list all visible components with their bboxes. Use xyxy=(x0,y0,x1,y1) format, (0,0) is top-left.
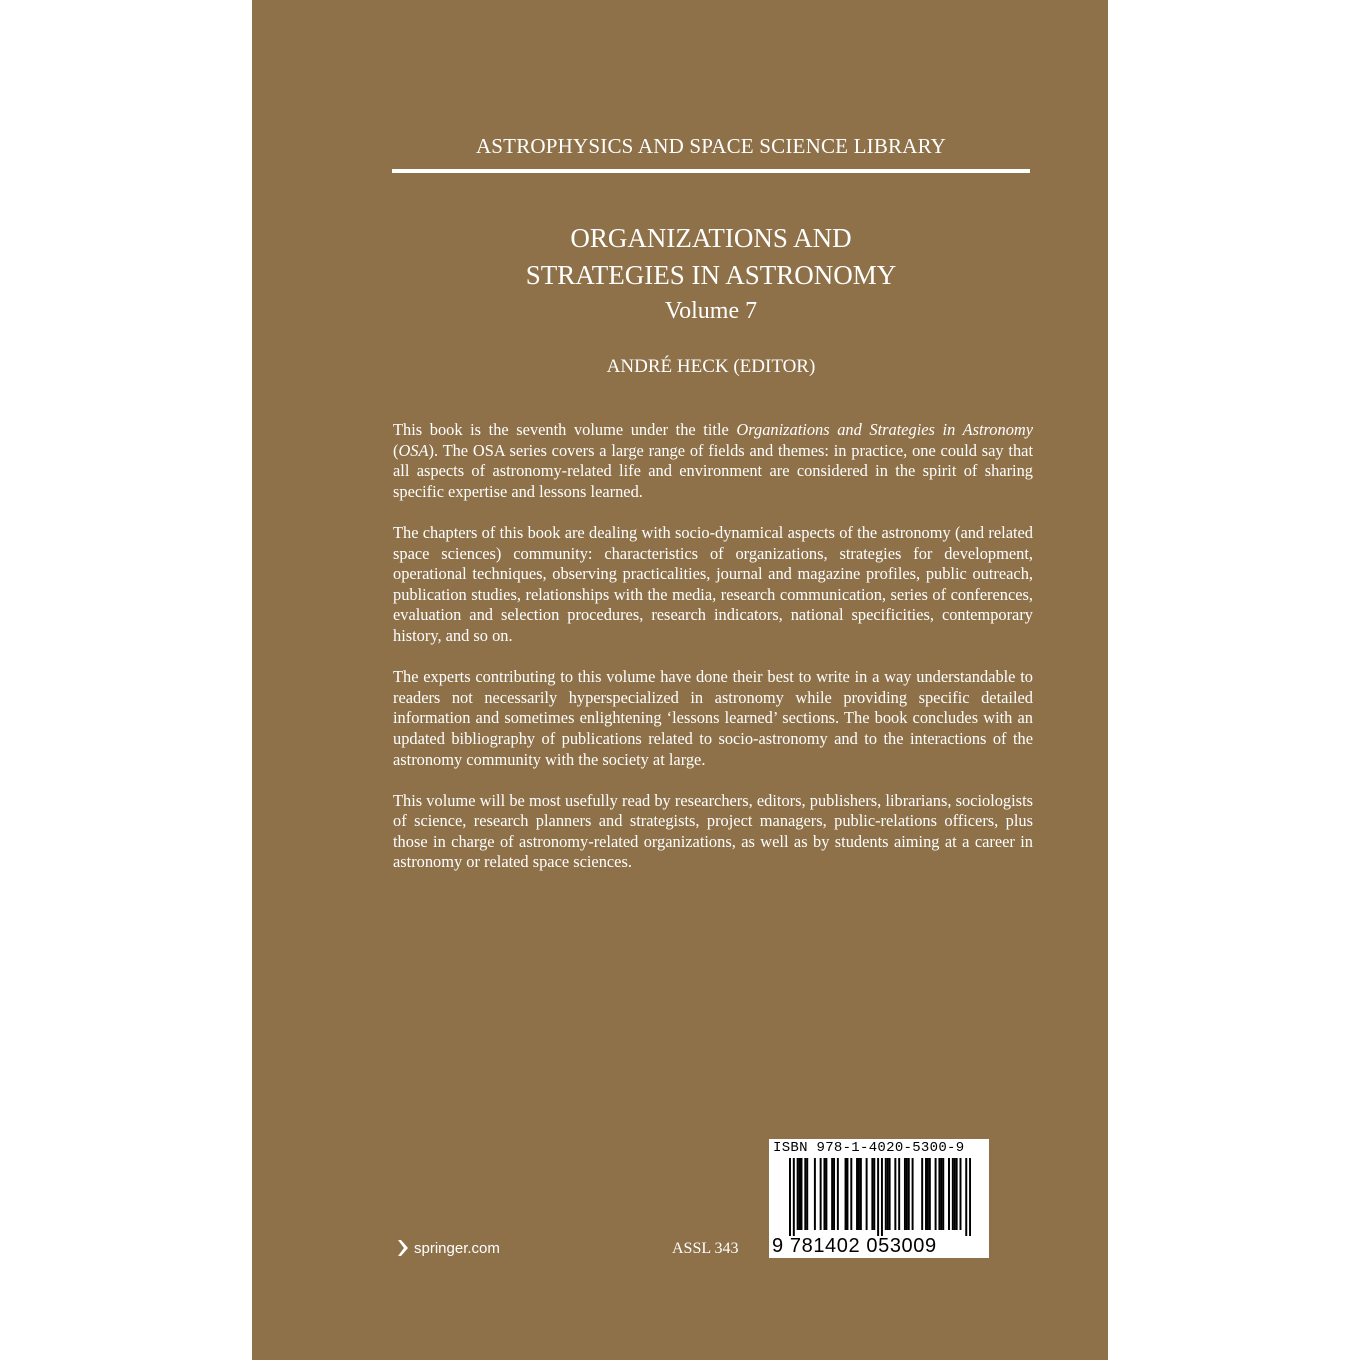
isbn-label: ISBN 978-1-4020-5300-9 xyxy=(773,1140,965,1156)
barcode-bar xyxy=(954,1158,956,1230)
blurb-paragraph-2: The chapters of this book are dealing with socio-dynamical aspects of the astronomy (and related space sciences) community: characteristics of organizations, strategies for development, operational techniques, observing practicalities, journal and magazine profiles, public outreach, publication studies, relationships with the media, research communication, series of conferences, evaluation and selection procedures, research indicators, national specificities, contemporary history, and so on. xyxy=(393,522,1033,645)
blurb-p1-abbr: OSA xyxy=(398,440,429,460)
barcode-bar xyxy=(837,1158,839,1230)
publisher-url-text: springer.com xyxy=(414,1239,500,1257)
barcode-box xyxy=(769,1139,989,1258)
title-line-2: STRATEGIES IN ASTRONOMY xyxy=(525,260,897,290)
barcode-image xyxy=(789,1158,971,1236)
barcode-bar xyxy=(898,1158,900,1230)
barcode-bar xyxy=(850,1158,852,1230)
barcode-bar xyxy=(793,1158,795,1236)
barcode-bar xyxy=(820,1158,822,1230)
barcode-bar xyxy=(846,1158,848,1230)
barcode-bar xyxy=(873,1158,875,1230)
barcode-bar xyxy=(908,1158,910,1230)
barcode-bar xyxy=(814,1158,816,1230)
barcode-bar xyxy=(825,1158,827,1230)
blurb-p1-paren: ( xyxy=(393,440,399,460)
barcode-bar xyxy=(940,1158,942,1230)
barcode-bar xyxy=(887,1158,889,1230)
barcode-bar xyxy=(906,1158,908,1230)
barcode-bar xyxy=(804,1158,806,1230)
series-number: ASSL 343 xyxy=(672,1240,739,1257)
barcode-bar xyxy=(881,1158,883,1236)
barcode-bar xyxy=(833,1158,835,1230)
barcode-bar xyxy=(925,1158,927,1230)
barcode-bar xyxy=(860,1158,862,1230)
chevron-right-icon xyxy=(398,1238,408,1258)
barcode-bar xyxy=(831,1158,833,1230)
book-back-cover xyxy=(252,0,1108,1360)
barcode-bar xyxy=(799,1158,801,1230)
barcode-bar xyxy=(877,1158,879,1236)
barcode-bar xyxy=(845,1158,847,1230)
barcode-bar xyxy=(942,1158,944,1230)
barcode-bar xyxy=(952,1158,954,1230)
blurb-paragraph-4: This volume will be most usefully read by researchers, editors, publishers, librarians, sociologists of science, research planners and strategists, project managers, public-relations officers, plus those in charge of astronomy-related organizations, as well as by students aiming at a career in astronomy or related space sciences. xyxy=(393,790,1033,872)
barcode-bar xyxy=(789,1158,791,1236)
blurb-paragraph-3: The experts contributing to this volume have done their best to write in a way understandable to readers not necessarily hyperspecialized in astronomy while providing specific detailed information and sometimes enlightening ‘lessons learned’ sections. The book concludes with an updated bibliography of publications related to socio-astronomy and to the interactions of the astronomy community with the society at large. xyxy=(393,667,1033,769)
publisher-url xyxy=(398,1238,500,1258)
barcode-bar xyxy=(894,1158,896,1230)
barcode-bar xyxy=(935,1158,937,1230)
barcode-bar xyxy=(904,1158,906,1230)
barcode-bar xyxy=(866,1158,868,1230)
barcode-bar xyxy=(969,1158,971,1236)
barcode-bar xyxy=(948,1158,950,1230)
barcode-bar xyxy=(929,1158,931,1230)
barcode-bar xyxy=(927,1158,929,1230)
editor-name: ANDRÉ HECK (EDITOR) xyxy=(606,356,816,377)
series-divider xyxy=(392,169,1030,173)
volume-number: Volume 7 xyxy=(664,298,758,324)
barcode-bar xyxy=(858,1158,860,1230)
book-title xyxy=(392,220,1030,294)
barcode-bar xyxy=(797,1158,799,1230)
barcode-digits: 9 781402 053009 xyxy=(772,1235,937,1257)
barcode-bar xyxy=(889,1158,891,1230)
barcode-bar xyxy=(921,1158,923,1230)
barcode-bar xyxy=(912,1158,914,1230)
barcode-bar xyxy=(800,1158,802,1230)
barcode-bar xyxy=(806,1158,808,1230)
barcode-bar xyxy=(938,1158,940,1230)
barcode-bar xyxy=(856,1158,858,1230)
barcode-bar xyxy=(956,1158,958,1230)
blurb-p1-rest: ). The OSA series covers a large range of fields and themes: in practice, one could say that all aspects of astronomy-related life and environment are considered in the spirit of sharing specific expertise and lessons learned. xyxy=(393,440,1033,501)
series-name: ASTROPHYSICS AND SPACE SCIENCE LIBRARY xyxy=(475,134,947,158)
barcode-bar xyxy=(960,1158,962,1230)
blurb-p1-start: This book is the seventh volume under the title xyxy=(393,420,737,439)
blurb xyxy=(393,420,1033,894)
blurb-paragraph-1 xyxy=(393,420,1033,502)
barcode-bar xyxy=(965,1158,967,1236)
blurb-p1-title: Organizations and Strategies in Astronomy xyxy=(736,420,1034,439)
barcode-bar xyxy=(871,1158,873,1230)
title-line-1: ORGANIZATIONS AND xyxy=(570,223,852,253)
barcode-bar xyxy=(885,1158,887,1230)
barcode-bar xyxy=(823,1158,825,1230)
